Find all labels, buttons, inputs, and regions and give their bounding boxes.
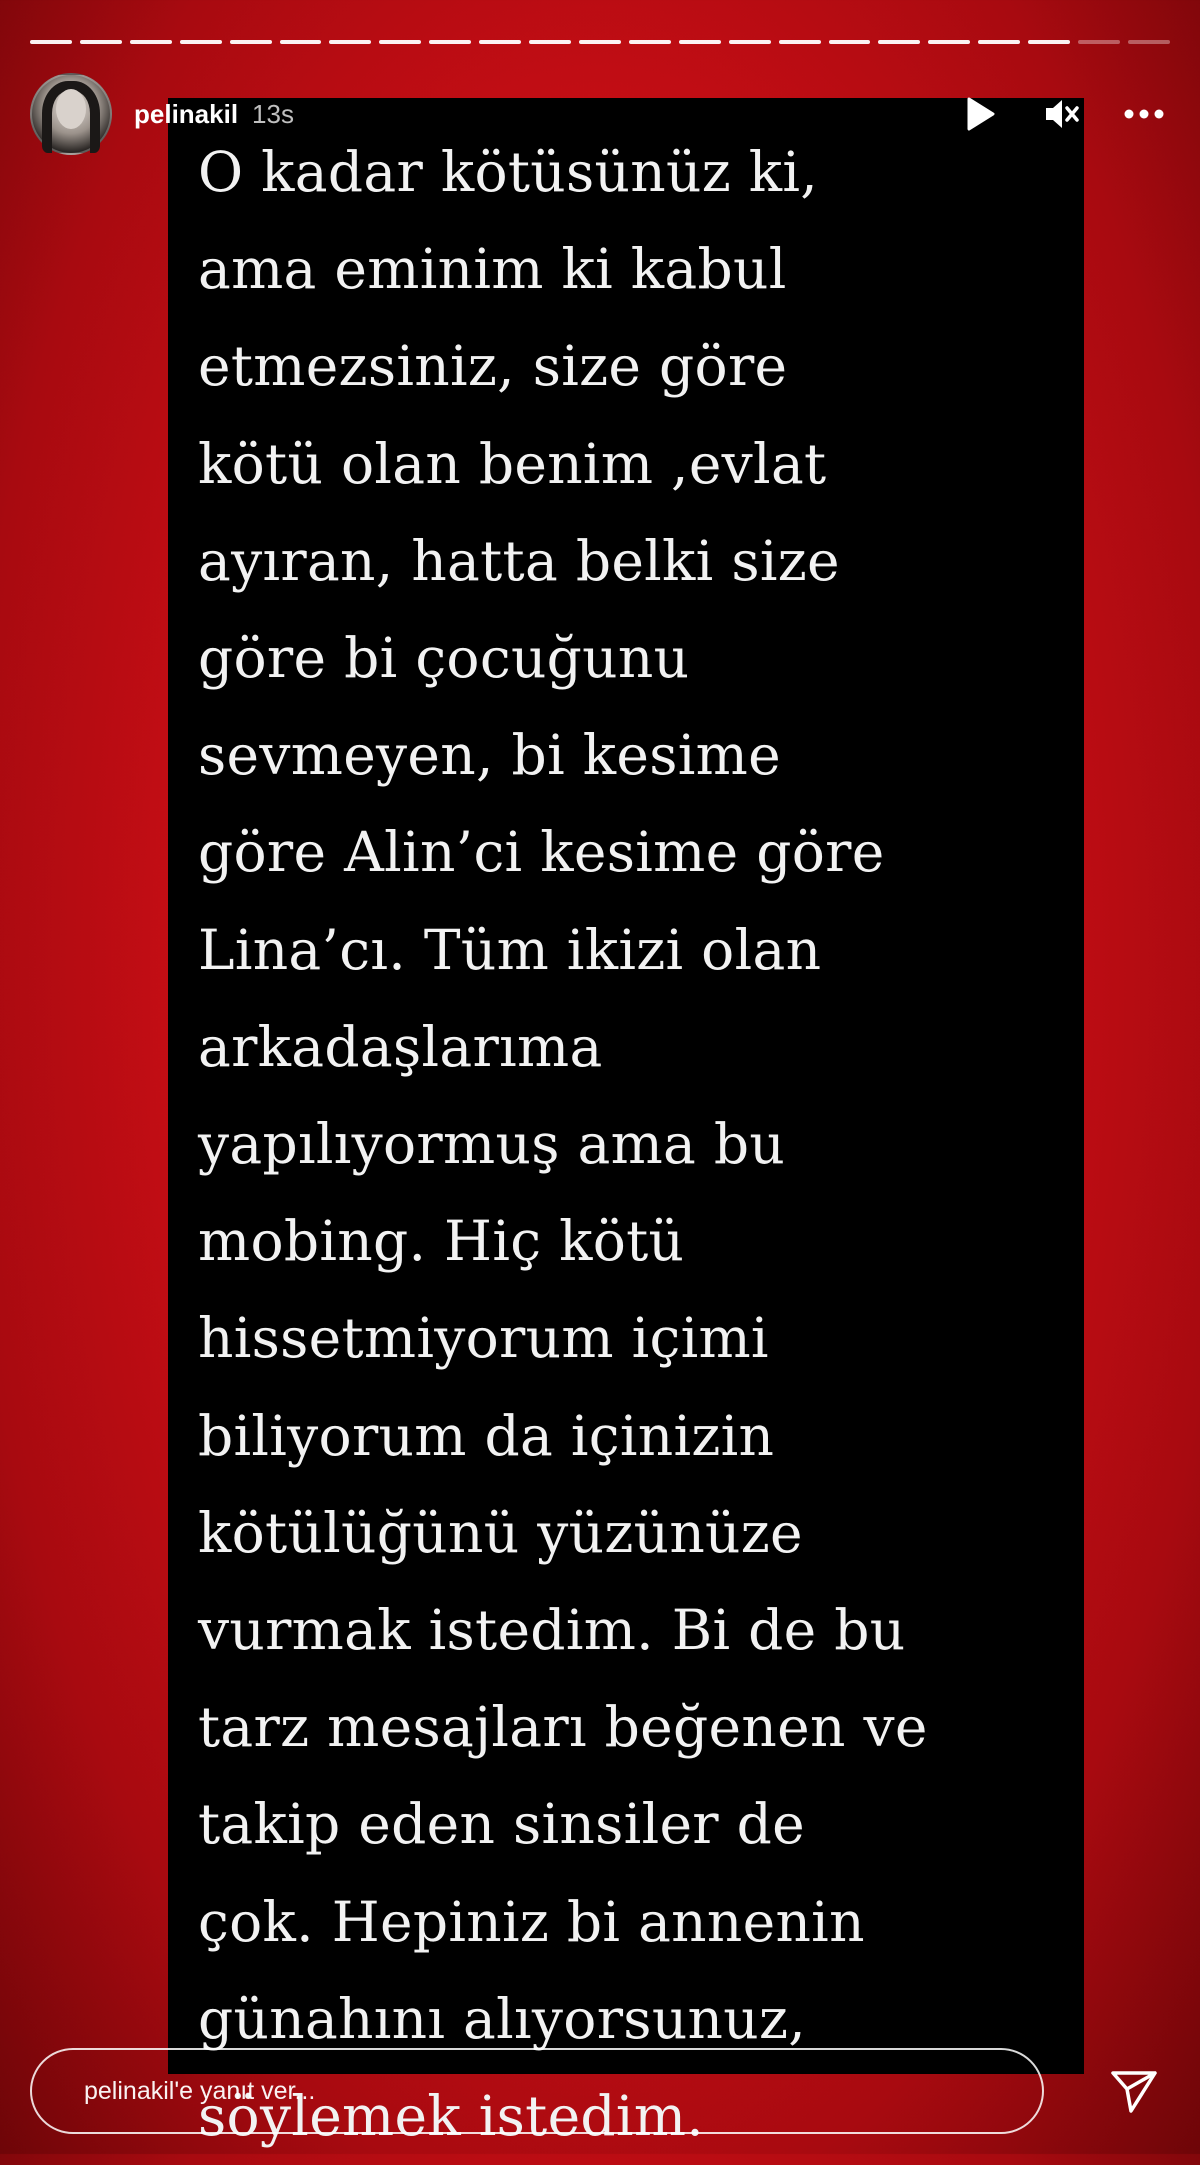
progress-segment bbox=[529, 40, 571, 44]
progress-segment bbox=[729, 40, 771, 44]
progress-segment bbox=[329, 40, 371, 44]
progress-segment bbox=[80, 40, 122, 44]
story-text-line: göre bi çocuğunu bbox=[198, 626, 690, 691]
speaker-muted-icon[interactable] bbox=[1044, 96, 1080, 132]
story-text-line: ayıran, hatta belki size bbox=[198, 528, 840, 593]
progress-segment bbox=[479, 40, 521, 44]
story-timestamp: 13s bbox=[252, 98, 294, 129]
progress-segment bbox=[429, 40, 471, 44]
story-text-line: tarz mesajları beğenen ve bbox=[198, 1695, 928, 1760]
story-text-line: kötülüğünü yüzünüze bbox=[198, 1500, 803, 1565]
progress-segment bbox=[379, 40, 421, 44]
progress-segment bbox=[878, 40, 920, 44]
progress-segment bbox=[180, 40, 222, 44]
story-text-line: çok. Hepiniz bi annenin bbox=[198, 1889, 865, 1954]
story-text-line: söylemek istedim. bbox=[198, 2084, 705, 2149]
progress-segment bbox=[280, 40, 322, 44]
avatar[interactable] bbox=[30, 73, 112, 155]
progress-segment bbox=[978, 40, 1020, 44]
story-text-line: ama eminim ki kabul bbox=[198, 237, 787, 302]
story-progress-bar bbox=[30, 40, 1170, 44]
story-text-line: Lina’cı. Tüm ikizi olan bbox=[198, 917, 822, 982]
story-text-line: vurmak istedim. Bi de bu bbox=[198, 1598, 906, 1663]
progress-segment bbox=[1028, 40, 1070, 44]
play-icon[interactable] bbox=[962, 96, 998, 132]
progress-segment bbox=[679, 40, 721, 44]
story-text bbox=[198, 124, 1068, 2165]
progress-segment bbox=[779, 40, 821, 44]
send-icon bbox=[1109, 2065, 1159, 2120]
username[interactable]: pelinakil bbox=[134, 98, 239, 129]
story-text-line: hissetmiyorum içimi bbox=[198, 1306, 769, 1371]
progress-segment bbox=[30, 40, 72, 44]
story-text-line: kötü olan benim ,evlat bbox=[198, 431, 827, 496]
header-actions bbox=[962, 96, 1162, 132]
story-text-line: günahını alıyorsunuz, bbox=[198, 1986, 807, 2051]
send-button[interactable] bbox=[1106, 2064, 1162, 2120]
story-text-panel bbox=[168, 98, 1084, 2149]
progress-segment bbox=[230, 40, 272, 44]
story-text-line: O kadar kötüsünüz ki, bbox=[198, 140, 819, 204]
progress-segment bbox=[1078, 40, 1120, 44]
progress-segment bbox=[629, 40, 671, 44]
story-text-line: arkadaşlarıma bbox=[198, 1014, 603, 1079]
story-text-line: etmezsiniz, size göre bbox=[198, 334, 788, 399]
story-text-line: göre Alin’ci kesime göre bbox=[198, 820, 885, 885]
more-horizontal-icon[interactable] bbox=[1126, 96, 1162, 132]
progress-segment bbox=[1128, 40, 1170, 44]
progress-segment bbox=[928, 40, 970, 44]
story-text-line: yapılıyormuş ama bu bbox=[198, 1112, 786, 1177]
reply-input[interactable] bbox=[30, 2048, 1044, 2134]
progress-segment bbox=[829, 40, 871, 44]
story-text-line: sevmeyen, bi kesime bbox=[198, 723, 781, 788]
story-text-line: mobing. Hiç kötü bbox=[198, 1209, 685, 1274]
progress-segment bbox=[130, 40, 172, 44]
story-text-line: biliyorum da içinizin bbox=[198, 1403, 775, 1468]
story-header bbox=[30, 74, 1170, 154]
progress-segment bbox=[579, 40, 621, 44]
story-text-line: takip eden sinsiler de bbox=[198, 1792, 806, 1857]
